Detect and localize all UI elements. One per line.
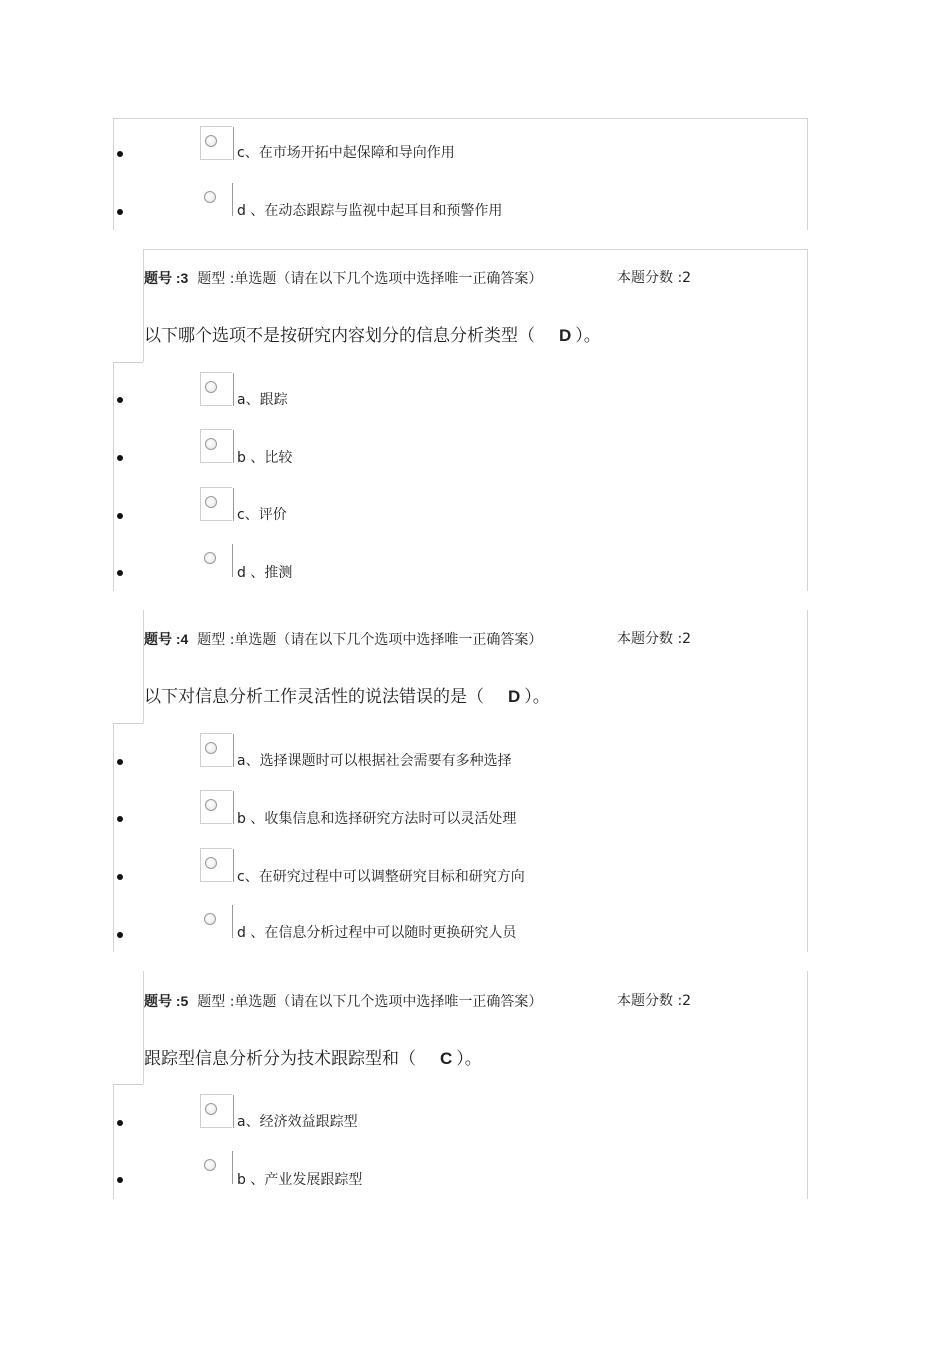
option-label: d 、在动态跟踪与监视中起耳目和预警作用: [237, 203, 503, 219]
bullet-icon: [117, 816, 123, 822]
radio-button[interactable]: [204, 913, 216, 925]
option-label: a、选择课题时可以根据社会需要有多种选择: [237, 753, 512, 769]
bullet-icon: [117, 1120, 123, 1126]
question-type: 题型 :单选题（请在以下几个选项中选择唯一正确答案）: [197, 994, 543, 1010]
block-frame-top: [113, 118, 808, 119]
option-label: b 、收集信息和选择研究方法时可以灵活处理: [237, 811, 517, 827]
stem-text: 以下对信息分析工作灵活性的说法错误的是（: [144, 687, 484, 707]
bullet-icon: [117, 209, 123, 215]
question-meta: [144, 269, 542, 288]
radio-button[interactable]: [205, 857, 217, 869]
option-label: a、跟踪: [237, 392, 288, 408]
question-meta: [144, 630, 542, 649]
answer-letter: D: [559, 326, 572, 345]
stem-end: ）。: [456, 1049, 482, 1069]
question-meta: [144, 992, 542, 1011]
radio-cell[interactable]: [200, 1094, 232, 1128]
option-label: b 、产业发展跟踪型: [237, 1172, 363, 1188]
block-frame-left: [113, 1084, 114, 1199]
divider: [113, 1084, 143, 1085]
block-frame-top: [143, 249, 808, 250]
question-stem: [144, 686, 550, 708]
question-stem: [144, 325, 601, 347]
bullet-icon: [117, 932, 123, 938]
radio-cell[interactable]: [200, 905, 231, 937]
question-number: 题号 :4: [144, 631, 189, 647]
radio-button[interactable]: [205, 742, 217, 754]
bullet-icon: [117, 759, 123, 765]
radio-button[interactable]: [204, 552, 216, 564]
radio-cell[interactable]: [200, 372, 232, 406]
block-frame-right: [807, 118, 808, 230]
radio-cell[interactable]: [200, 126, 232, 160]
radio-cell[interactable]: [200, 544, 231, 576]
radio-button[interactable]: [205, 438, 217, 450]
bullet-icon: [117, 513, 123, 519]
radio-cell[interactable]: [200, 487, 232, 521]
bullet-icon: [117, 1177, 123, 1183]
question-type: 题型 :单选题（请在以下几个选项中选择唯一正确答案）: [197, 632, 543, 648]
question-stem: [144, 1048, 482, 1070]
question-score: 本题分数 :2: [617, 631, 692, 647]
option-label: c、在研究过程中可以调整研究目标和研究方向: [237, 869, 525, 885]
radio-button[interactable]: [205, 135, 217, 147]
radio-button[interactable]: [205, 1103, 217, 1115]
stem-end: ）。: [524, 687, 550, 707]
bullet-icon: [117, 397, 123, 403]
block-frame-right: [807, 610, 808, 952]
question-score: 本题分数 :2: [617, 993, 692, 1009]
radio-button[interactable]: [205, 799, 217, 811]
block-frame-left: [113, 118, 114, 230]
option-label: c、评价: [237, 507, 287, 523]
stem-text: 以下哪个选项不是按研究内容划分的信息分析类型（: [144, 326, 535, 346]
block-frame-left: [113, 723, 114, 952]
radio-cell[interactable]: [200, 733, 232, 767]
bullet-icon: [117, 455, 123, 461]
radio-cell[interactable]: [200, 790, 232, 824]
question-number: 题号 :3: [144, 270, 189, 286]
question-score: 本题分数 :2: [617, 270, 692, 286]
block-frame-left: [113, 362, 114, 591]
divider: [113, 723, 143, 724]
bullet-icon: [117, 570, 123, 576]
radio-cell[interactable]: [200, 429, 232, 463]
option-label: c、在市场开拓中起保障和导向作用: [237, 145, 455, 161]
radio-button[interactable]: [204, 1159, 216, 1171]
stem-text: 跟踪型信息分析分为技术跟踪型和（: [144, 1049, 416, 1069]
block-frame-right: [807, 249, 808, 591]
stem-end: ）。: [575, 326, 601, 346]
radio-button[interactable]: [204, 191, 216, 203]
question-type: 题型 :单选题（请在以下几个选项中选择唯一正确答案）: [197, 271, 543, 287]
option-label: d 、推测: [237, 565, 293, 581]
radio-cell[interactable]: [200, 183, 231, 215]
radio-button[interactable]: [205, 496, 217, 508]
divider: [113, 362, 143, 363]
block-frame-right: [807, 971, 808, 1199]
question-number: 题号 :5: [144, 993, 189, 1009]
option-label: b 、比较: [237, 450, 293, 466]
answer-letter: C: [440, 1049, 453, 1068]
bullet-icon: [117, 874, 123, 880]
bullet-icon: [117, 151, 123, 157]
option-label: a、经济效益跟踪型: [237, 1114, 358, 1130]
option-label: d 、在信息分析过程中可以随时更换研究人员: [237, 925, 517, 941]
radio-cell[interactable]: [200, 848, 232, 882]
radio-cell[interactable]: [200, 1151, 231, 1183]
answer-letter: D: [508, 687, 521, 706]
radio-button[interactable]: [205, 381, 217, 393]
